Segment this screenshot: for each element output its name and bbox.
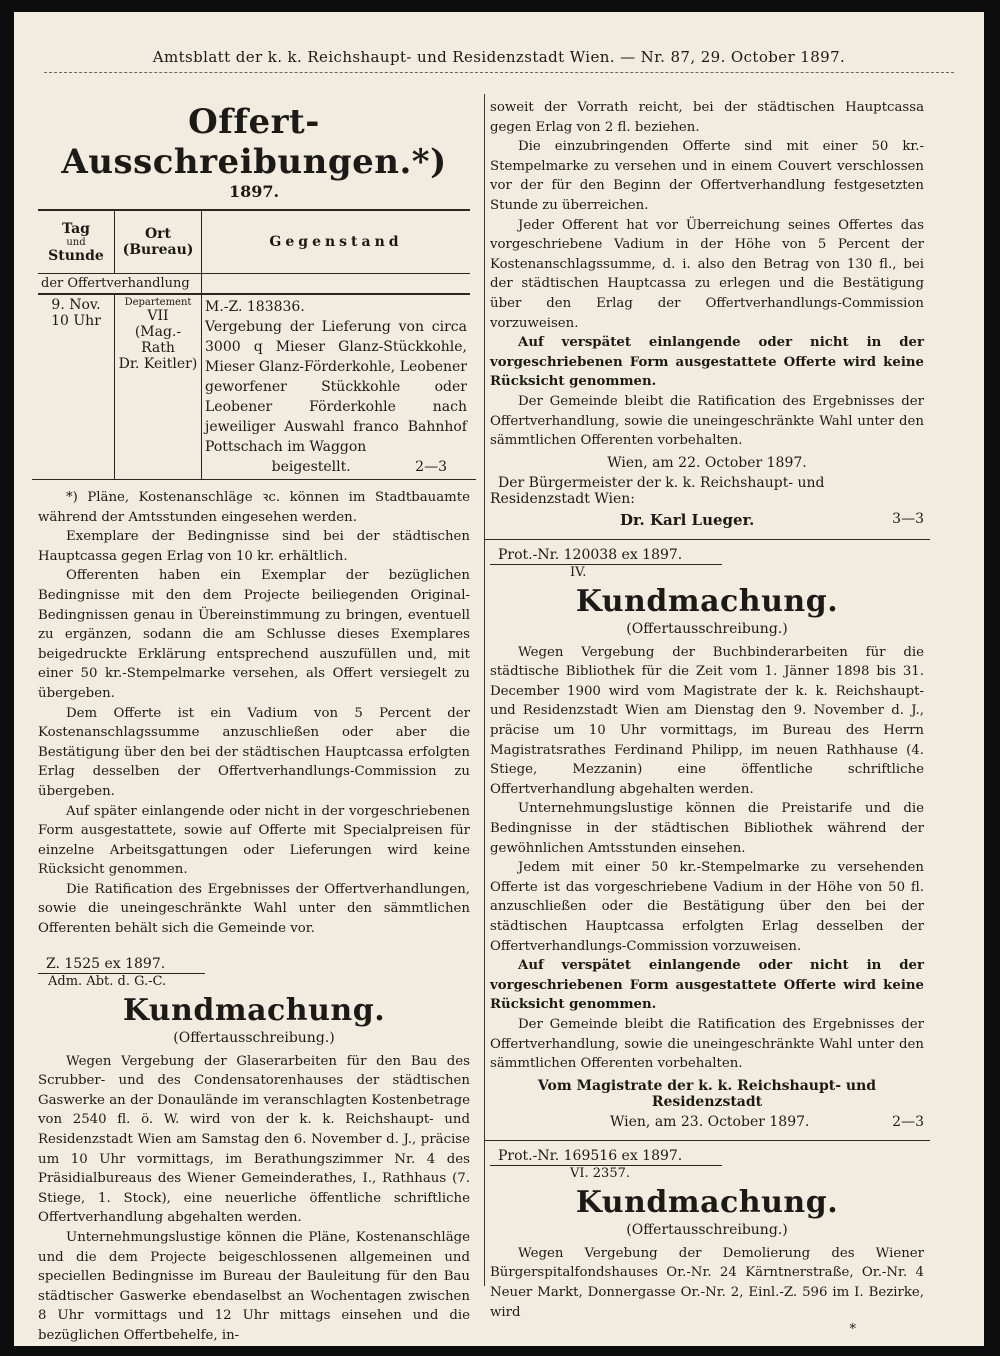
note-paragraph: Auf später einlangende oder nicht in der vorgeschriebenen Form ausgestattete, sowie auf Offerte mit Specialpreisen für einzelne Arbeitsgattungen oder Lieferungen wird keine Rücksicht genommen.	[38, 803, 470, 878]
newspaper-page	[14, 12, 984, 1346]
notice-paragraph: Wegen Vergebung der Demolierung des Wiener Bürgerspitalfondshauses Or.-Nr. 24 Kärntnerstraße, Or.-Nr. 4 Neuer Markt, Donnergasse Or.-Nr. 2, Einl.-Z. 596 im I. Bezirke, wird	[490, 1245, 924, 1320]
table-bottom-rule	[32, 479, 476, 480]
page-header: Amtsblatt der k. k. Reichshaupt- und Residenzstadt Wien. — Nr. 87, 29. October 1897.	[152, 48, 846, 66]
reference-department: VI. 2357.	[570, 1165, 631, 1181]
notice-paragraph: Wegen Vergebung der Glaserarbeiten für den Bau des Scrubber- und des Condensatorenhauses der städtischen Gaswerke an der Donaulände im veranschlagten Kostenbetrage von 2540 fl. ö. W. wird von der k. k. Reichshaupt- und Residenzstadt Wien am Samstag den 6. November d. J., präcise um 10 Uhr vormittags, im Berathungszimmer Nr. 4 des Präsidialbureaus des Wiener Gemeinderathes, I., Rathhaus (7. Stiege, 1. Stock), eine neuerliche öffentliche schriftliche Offertverhandlung abgehalten werden.	[38, 1053, 470, 1226]
note-paragraph: Die Ratification des Ergebnisses der Offertverhandlungen, sowie die uneingeschränkte Wahl unter den sämmtlichen Offerenten behält sich die Gemeinde vor.	[38, 881, 470, 937]
section-divider	[484, 539, 930, 540]
header-divider	[44, 72, 954, 73]
col-subject-head: Gegenstand	[202, 210, 471, 274]
notice-subtitle: (Offertausschreibung.)	[626, 1221, 788, 1238]
left-column	[38, 98, 470, 1346]
notice-subtitle: (Offertausschreibung.)	[626, 620, 788, 637]
notice-paragraph: Wegen Vergebung der Buchbinderarbeiten für die städtische Bibliothek für die Zeit vom 1. Jänner 1898 bis 31. December 1900 wird vom Magistrate der k. k. Reichshaupt- und Residenzstadt Wien am Dienstag den 9. November d. J., präcise um 10 Uhr vormittags, im Bureau des Herrn Magistratsrathes Ferdinand Philipp, im neuen Rathhause (4. Stiege, Mezzanin) eine öffentliche schriftliche Offertverhandlung abgehalten werden.	[490, 644, 924, 797]
notice-title: Kundmachung.	[575, 583, 839, 619]
continued-paragraph: Der Gemeinde bleibt die Ratification des Ergebnisses der Offertverhandlung, sowie die uneingeschränkte Wahl unter den sämmtlichen Offerenten vorbehalten.	[490, 393, 924, 449]
note-paragraph: Exemplare der Bedingnisse sind bei der städtischen Hauptcassa gegen Erlag von 10 kr. erhältlich.	[38, 529, 470, 564]
note-paragraph: Offerenten haben ein Exemplar der bezüglichen Bedingnisse mit den dem Projecte beiliegenden Original-Bedingnissen genau in Übereinstimmung zu bringen, eventuell zu ergänzen, sodann die am Schlusse dieses Exemplares beigedruckte Erklärung entsprechend auszufüllen und, mit einer 50 kr.-Stempelmarke versehen, als Offert versiegelt zu übergeben.	[38, 568, 470, 701]
continued-paragraph: Jeder Offerent hat vor Überreichung seines Offertes das vorgeschriebene Vadium in der Höhe von 5 Percent der Kostenanschlagssumme, d. i. also den Betrag von 130 fl., bei der städtischen Hauptcassa zu erlegen und die Bestätigung über den Erlag der Offertverhandlungs-Commission vorzuweisen.	[490, 217, 924, 331]
col-date-head: Tag und Stunde	[38, 210, 115, 274]
note-paragraph: *) Pläne, Kostenanschläge ꝛc. können im Stadtbauamte während der Amtsstunden eingesehen werden.	[38, 490, 470, 525]
column-divider	[484, 94, 485, 1286]
page-title: Offert-Ausschreibungen.*)	[61, 102, 447, 182]
offer-place: Departement VII (Mag.-Rath Dr. Keitler)	[115, 294, 202, 479]
notice-title: Kundmachung.	[122, 992, 386, 1028]
offer-table	[38, 209, 470, 479]
table-subheader: der Offertverhandlung	[38, 274, 470, 295]
reference-number: Z. 1525 ex 1897.	[38, 956, 205, 974]
reference-number: Prot.-Nr. 120038 ex 1897.	[490, 547, 722, 565]
offer-date: 9. Nov. 10 Uhr	[38, 294, 115, 479]
issuer-line: Vom Magistrate der k. k. Reichshaupt- und Residenzstadt	[537, 1077, 877, 1110]
notice-title: Kundmachung.	[575, 1184, 839, 1220]
table-header	[38, 210, 470, 274]
continued-paragraph: Die einzubringenden Offerte sind mit einer 50 kr.-Stempelmarke zu versehen und in einem Couvert verschlossen vor der für den Beginn der Offertverhandlung festgesetzten Stunde zu überreichen.	[490, 139, 924, 213]
note-paragraph: Dem Offerte ist ein Vadium von 5 Percent der Kostenanschlagssumme anzuschließen oder aber die Bestätigung über den bei der städtischen Hauptcassa erfolgten Erlag desselben der Offertverhandlungs-Commission zu übergeben.	[38, 705, 470, 799]
reference-department: Adm. Abt. d. G.-C.	[48, 973, 167, 989]
offer-subject: M.-Z. 183836. Vergebung der Lieferung von circa 3000 q Mieser Glanz-Stückkohle, Mieser Glanz-Förderkohle, Leobener geworfener Stückkohle oder Leobener Förderkohle nach jeweiliger Auswahl franco Bahnhof Pottschach im Waggon beigestellt. 2—3	[205, 299, 467, 475]
notice-paragraph: Der Gemeinde bleibt die Ratification des Ergebnisses der Offertverhandlung, sowie die uneingeschränkte Wahl unter den sämmtlichen Offerenten vorbehalten.	[490, 1016, 924, 1072]
notice-paragraph: Jedem mit einer 50 kr.-Stempelmarke zu versehenden Offerte ist das vorgeschriebene Vadium in der Höhe von 50 fl. anzuschließen oder die Bestätigung über den bei der städtischen Hauptcassa erfolgten Erlag desselben der Offertverhandlungs-Commission vorzuweisen.	[490, 860, 924, 954]
reference-number: Prot.-Nr. 169516 ex 1897.	[490, 1148, 722, 1166]
notice-paragraph: Unternehmungslustige können die Preistarife und die Bedingnisse in der städtischen Bibliothek während der gewöhnlichen Amtsstunden einsehen.	[490, 801, 924, 856]
col-place-head: Ort (Bureau)	[115, 210, 202, 274]
mayor-signature: Dr. Karl Lueger. 3—3	[620, 510, 924, 529]
table-row	[38, 294, 470, 479]
footnote-star: *	[849, 1322, 856, 1338]
notice-paragraph: Auf verspätet einlangende oder nicht in der vorgeschriebenen Form ausgestattete Offerte wird keine Rücksicht genommen.	[490, 958, 924, 1013]
mayor-line: Der Bürgermeister der k. k. Reichshaupt- und Residenzstadt Wien:	[490, 474, 825, 507]
notice-paragraph: Unternehmungslustige können die Pläne, Kostenanschläge und die dem Projecte beigeschlossenen allgemeinen und speciellen Bedingnisse im Bureau der Bauleitung für den Bau städtischer Gaswerke ebendaselbst an Wochentagen zwischen 8 Uhr vormittags und 12 Uhr mittags einsehen und die bezüglichen Offertbehelfe, in-	[38, 1230, 470, 1343]
continued-paragraph: Auf verspätet einlangende oder nicht in der vorgeschriebenen Form ausgestattete Offerte wird keine Rücksicht genommen.	[490, 335, 924, 390]
notice-subtitle: (Offertausschreibung.)	[173, 1029, 335, 1046]
notice-date-row: Wien, am 23. October 1897. 2—3	[610, 1113, 924, 1130]
right-column	[490, 98, 924, 1337]
year-label: 1897.	[228, 182, 280, 201]
notice-date: Wien, am 22. October 1897.	[607, 454, 807, 471]
reference-department: IV.	[570, 564, 587, 580]
section-divider	[484, 1140, 930, 1141]
continued-paragraph: soweit der Vorrath reicht, bei der städtischen Hauptcassa gegen Erlag von 2 fl. beziehen.	[490, 100, 924, 135]
